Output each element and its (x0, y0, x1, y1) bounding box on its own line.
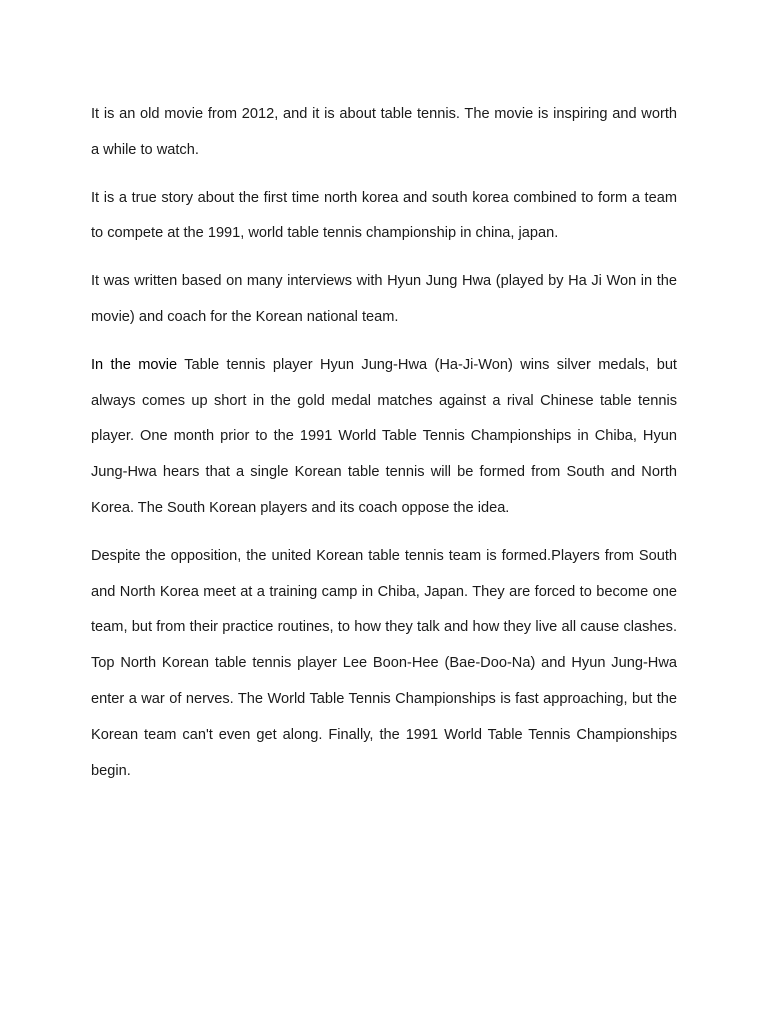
paragraph-4-lead: In the movie (91, 356, 178, 373)
paragraph-1: It is an old movie from 2012, and it is about table tennis. The movie is inspiring and worth a while to watch. (91, 106, 677, 158)
paragraph-2: It is a true story about the first time north korea and south korea combined to form a team to compete at the 1991, world table tennis championship in china, japan. (91, 189, 677, 242)
paragraph-4-body: Table tennis player Hyun Jung-Hwa (Ha-Ji-Won) wins silver medals, but always comes up short in the gold medal matches against a rival Chinese table tennis player. One month prior to the 1991 World Table Tennis Championships in Chiba, Hyun Jung-Hwa hears that a single Korean table tennis will be formed from South and North Korea. The South Korean players and its coach oppose the idea. (91, 356, 677, 516)
document-body (91, 97, 677, 801)
paragraph-3: It was written based on many interviews with Hyun Jung Hwa (played by Ha Ji Won in the movie) and coach for the Korean national team. (91, 273, 677, 325)
paragraph-5: Despite the opposition, the united Korean table tennis team is formed.Players from South and North Korea meet at a training camp in Chiba, Japan. They are forced to become one team, but from their practice routines, to how they talk and how they live all cause clashes. Top North Korean table tennis player Lee Boon-Hee (Bae-Doo-Na) and Hyun Jung-Hwa enter a war of nerves. The World Table Tennis Championships is fast approaching, but the Korean team can't even get along. Finally, the 1991 World Table Tennis Championships begin. (91, 547, 677, 779)
paragraph-4 (91, 348, 677, 527)
